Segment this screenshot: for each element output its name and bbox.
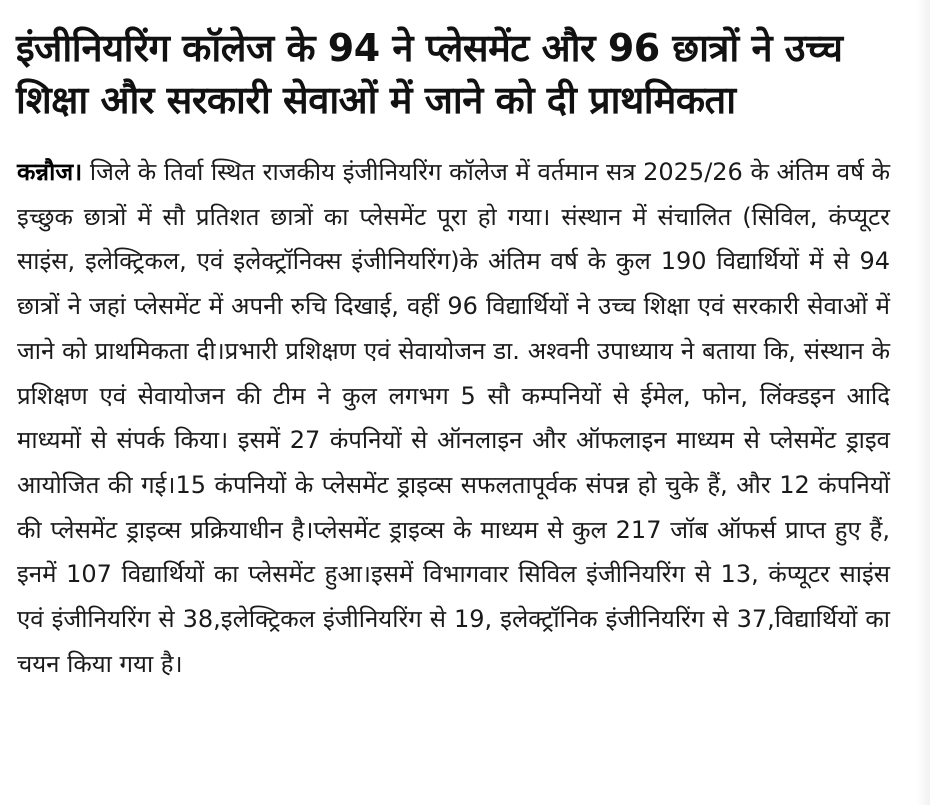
article-headline: इंजीनियरिंग कॉलेज के 94 ने प्लेसमेंट और 96 छात्रों ने उच्च शिक्षा और सरकारी सेवाओं में जाने को दी प्राथमिकता (16, 26, 843, 122)
dateline: कन्नौज। (17, 158, 83, 186)
article-text: जिले के तिर्वा स्थित राजकीय इंजीनियरिंग कॉलेज में वर्तमान सत्र 2025/26 के अंतिम वर्ष के इच्छुक छात्रों में सौ प्रतिशत छात्रों का प्लेसमेंट पूरा हो गया। संस्थान में संचालित (सिविल, कंप्यूटर साइंस, इलेक्ट्रिकल, एवं इलेक्ट्रॉनिक्स इंजीनियरिंग)के अंतिम वर्ष के कुल 190 विद्यार्थियों में से 94 छात्रों ने जहां प्लेसमेंट में अपनी रुचि दिखाई, वहीं 96 विद्यार्थियों ने उच्च शिक्षा एवं सरकारी सेवाओं में जाने को प्राथमिकता दी।प्रभारी प्रशिक्षण एवं सेवायोजन डा. अश्वनी उपाध्याय ने बताया कि, संस्थान के प्रशिक्षण एवं सेवायोजन की टीम ने कुल लगभग 5 सौ कम्पनियों से ईमेल, फोन, लिंक्डइन आदि माध्यमों से संपर्क किया। इसमें 27 कंपनियों से ऑनलाइन और ऑफलाइन माध्यम से प्लेसमेंट ड्राइव आयोजित की गई।15 कंपनियों के प्लेसमेंट ड्राइव्स सफलतापूर्वक संपन्न हो चुके हैं, और 12 कंपनियों की प्लेसमेंट ड्राइव्स प्रक्रियाधीन है।प्लेसमेंट ड्राइव्स के माध्यम से कुल 217 जॉब ऑफर्स प्राप्त हुए हैं, इनमें 107 विद्यार्थियों का प्लेसमेंट हुआ।इसमें विभागवार सिविल इंजीनियरिंग से 13, कंप्यूटर साइंस एवं इंजीनियरिंग से 38,इलेक्ट्रिकल इंजीनियरिंग से 19, इलेक्ट्रॉनिक इंजीनियरिंग से 37,विद्यार्थियों का चयन किया गया है। (17, 158, 890, 678)
article-body (17, 150, 890, 686)
cut-off-previous-text (0, 0, 930, 8)
page-edge-shadow (916, 0, 930, 805)
